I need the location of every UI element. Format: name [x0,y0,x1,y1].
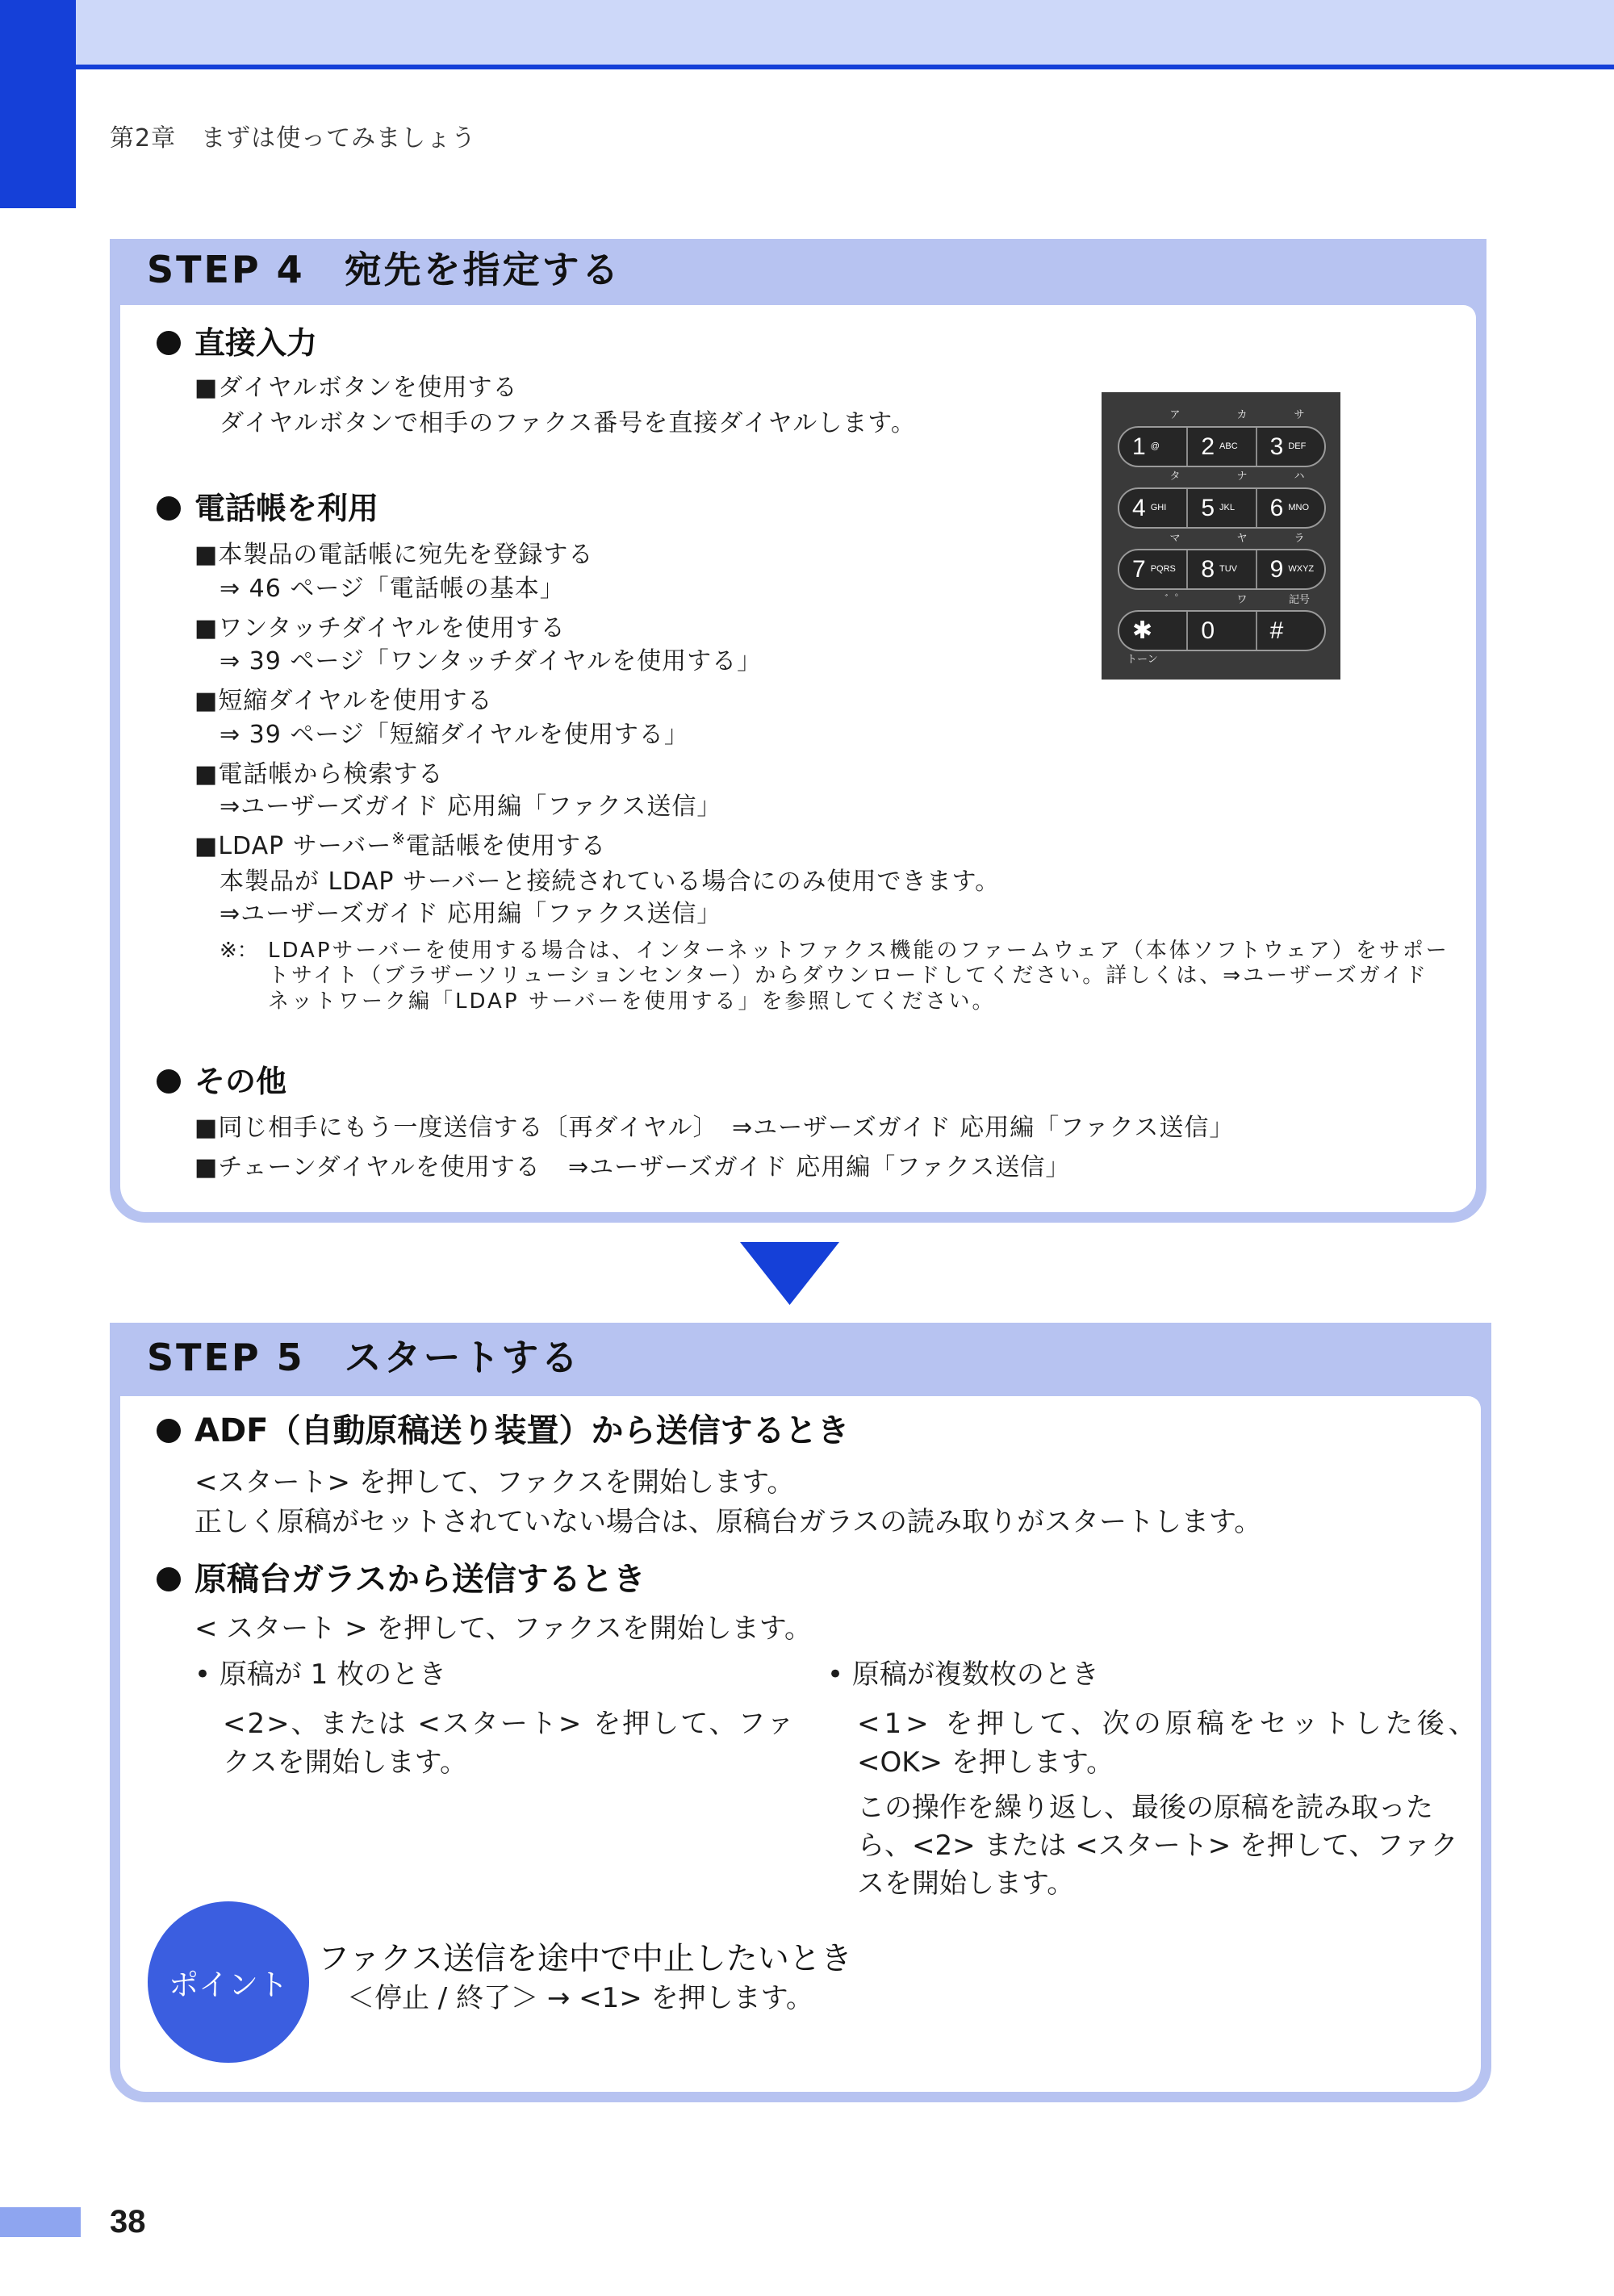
step4-title: STEP 4 宛先を指定する [147,248,621,291]
direct-input-label: ■ダイヤルボタンを使用する [194,374,518,402]
section-bullet-icon [157,1567,181,1591]
key-letters: PQRS [1150,564,1176,574]
header-band [0,0,1614,65]
chapter-tab-marker [0,0,76,208]
ldap-footnote-mark: ※ [391,829,407,848]
key-letters: WXYZ [1288,564,1315,574]
section-bullet-icon [157,1069,181,1094]
key-digit: 7 [1132,555,1146,583]
other-item-ref: ⇒ユーザーズガイド 応用編「ファクス送信」 [732,1114,1235,1142]
keypad-key-0 [1186,612,1255,650]
keypad-kana: タ [1169,470,1181,483]
glass-heading-text: 原稿台ガラスから送信するとき [194,1561,646,1598]
adf-heading-text: ADF（自動原稿送り装置）から送信するとき [194,1412,850,1449]
chapter-title: 第2章 まずは使ってみましょう [110,124,477,153]
section-bullet-icon [157,331,181,355]
key-letters: ABC [1219,441,1238,451]
key-letters: JKL [1219,503,1235,512]
adf-line: <スタート> を押して、ファクスを開始します。 [194,1466,795,1499]
single-page-label: • 原稿が 1 枚のとき [194,1658,447,1691]
ldap-item-ref: ⇒ユーザーズガイド 応用編「ファクス送信」 [220,900,722,928]
header-rule [0,65,1614,69]
keypad-row [1118,487,1326,529]
keypad-key-1 [1119,428,1186,466]
keypad-key-9 [1256,550,1324,588]
point-text: ＜停止 / 終了＞ → <1> を押します。 [347,1982,813,2014]
key-letters: DEF [1288,441,1307,451]
phonebook-item-ref: ⇒ 39 ページ「短縮ダイヤルを使用する」 [220,721,689,749]
key-letters: TUV [1219,564,1238,574]
footnote-mark: ※： [220,939,258,963]
keypad-kana: ワ [1236,594,1248,606]
footer-bar [0,2207,81,2237]
phonebook-item-ref: ⇒ユーザーズガイド 応用編「ファクス送信」 [220,793,722,821]
phonebook-item-ref: ⇒ 46 ページ「電話帳の基本」 [220,575,565,603]
keypad-kana: ゛゜ [1164,594,1186,606]
point-badge-text: ポイント [169,1968,288,2002]
footnote-line: トサイト（ブラザーソリューションセンター）からダウンロードしてください。詳しくは、⇒ユーザーズガイド [268,964,1428,988]
section-bullet-icon [157,1419,181,1443]
phonebook-heading-text: 電話帳を利用 [194,491,379,526]
other-item-label: ■同じ相手にもう一度送信する〔再ダイヤル〕 [194,1114,718,1142]
keypad-key-2 [1186,428,1255,466]
direct-input-heading-text: 直接入力 [194,325,318,361]
direct-input-description: ダイヤルボタンで相手のファクス番号を直接ダイヤルします。 [220,409,916,437]
phonebook-heading [157,489,378,528]
key-digit: 3 [1269,433,1284,460]
phonebook-item-label: ■本製品の電話帳に宛先を登録する [194,541,594,569]
phonebook-item-label: ■電話帳から検索する [194,760,444,788]
keypad-row [1118,610,1326,651]
key-digit: 2 [1201,433,1215,460]
multi-page-line: ら、<2> または <スタート> を押して、ファク [857,1830,1458,1862]
point-badge [148,1901,309,2063]
keypad-kana: ハ [1294,470,1305,483]
keypad-kana: ア [1169,409,1181,421]
key-digit: # [1269,617,1284,644]
phonebook-item-label: ■短縮ダイヤルを使用する [194,687,493,715]
step5-title: STEP 5 スタートする [147,1336,581,1379]
keypad-key-7 [1119,550,1186,588]
keypad-kana: サ [1294,409,1305,421]
section-bullet-icon [157,496,181,521]
point-title: ファクス送信を途中で中止したいとき [318,1941,852,1977]
multi-page-line: この操作を繰り返し、最後の原稿を読み取った [857,1792,1433,1824]
key-digit: 9 [1269,555,1284,583]
other-heading-text: その他 [194,1064,287,1099]
keypad-key-6 [1256,489,1324,527]
keypad-key-star [1119,612,1186,650]
keypad-key-hash [1256,612,1324,650]
keypad-kana: 記号 [1288,594,1311,606]
dial-keypad-image [1102,392,1340,680]
step4-box [110,239,1486,1223]
key-digit: 4 [1132,494,1146,521]
keypad-key-4 [1119,489,1186,527]
ldap-label-suffix: 電話帳を使用する [406,832,607,860]
keypad-tone-label: トーン [1127,654,1158,666]
keypad-kana: ラ [1294,533,1305,545]
glass-heading [157,1559,646,1600]
other-item-label: ■チェーンダイヤルを使用する [194,1153,541,1181]
multi-page-label: • 原稿が複数枚のとき [827,1658,1099,1691]
key-digit: 8 [1201,555,1215,583]
keypad-row [1118,549,1326,590]
single-page-line: <2>、または <スタート> を押して、ファ [223,1708,796,1740]
keypad-key-3 [1256,428,1324,466]
page-number: 38 [110,2204,146,2240]
other-heading [157,1062,286,1101]
direct-input-heading [157,324,317,362]
step5-box [110,1323,1491,2102]
key-letters: MNO [1288,503,1310,512]
multi-page-line: スを開始します。 [857,1867,1075,1900]
ldap-label-prefix: ■LDAP サーバー [194,832,392,860]
keypad-kana: マ [1169,533,1181,545]
keypad-kana: ヤ [1236,533,1248,545]
down-triangle-arrow-icon [740,1242,839,1305]
key-letters: @ [1150,441,1160,451]
key-digit: ✱ [1132,617,1153,644]
adf-line: 正しく原稿がセットされていない場合は、原稿台ガラスの読み取りがスタートします。 [194,1506,1262,1538]
footnote-line: ネットワーク編「LDAP サーバーを使用する」を参照してください。 [268,989,996,1014]
footnote-line: LDAPサーバーを使用する場合は、インターネットファクス機能のファームウェア（本体ソフトウェア）をサポー [268,939,1449,963]
ldap-item-label [194,830,606,863]
keypad-kana: カ [1236,409,1248,421]
multi-page-line: <1> を押して、次の原稿をセットした後、 [857,1708,1480,1740]
multi-page-line: <OK> を押します。 [857,1746,1114,1779]
phonebook-item-ref: ⇒ 39 ページ「ワンタッチダイヤルを使用する」 [220,647,763,675]
adf-heading [157,1411,849,1451]
ldap-item-description: 本製品が LDAP サーバーと接続されている場合にのみ使用できます。 [220,868,1001,896]
keypad-row [1118,426,1326,467]
key-digit: 1 [1132,433,1146,460]
keypad-key-8 [1186,550,1255,588]
glass-intro: < スタート > を押して、ファクスを開始します。 [194,1612,812,1645]
key-digit: 5 [1201,494,1215,521]
keypad-key-5 [1186,489,1255,527]
phonebook-item-label: ■ワンタッチダイヤルを使用する [194,614,566,642]
key-digit: 6 [1269,494,1284,521]
other-item-ref: ⇒ユーザーズガイド 応用編「ファクス送信」 [568,1153,1071,1181]
key-digit: 0 [1201,617,1215,644]
key-letters: GHI [1150,503,1167,512]
single-page-line: クスを開始します。 [223,1746,467,1779]
keypad-kana: ナ [1236,470,1248,483]
